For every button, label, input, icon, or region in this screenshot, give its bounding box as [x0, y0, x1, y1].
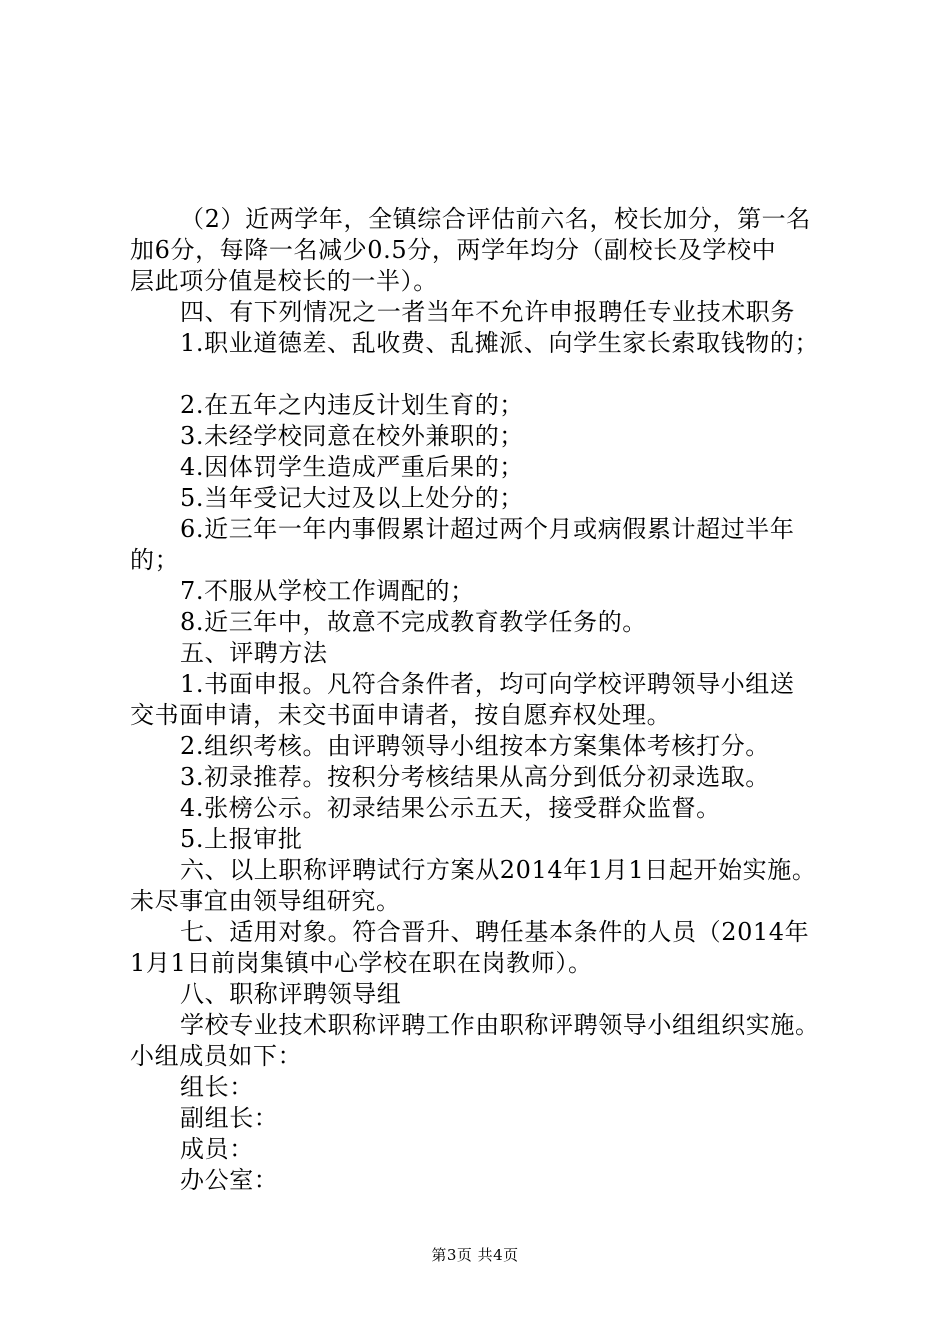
- list-item: 1.职业道德差、乱收费、乱摊派、向学生家长索取钱物的；: [180, 329, 820, 357]
- list-item: 1.书面申报。凡符合条件者，均可向学校评聘领导小组送: [180, 670, 795, 698]
- paragraph-line: 小组成员如下：: [130, 1042, 303, 1070]
- list-item: 7.不服从学校工作调配的；: [180, 577, 475, 605]
- member-label-leader: 组长：: [180, 1073, 254, 1101]
- section-heading-7: 七、适用对象。符合晋升、聘任基本条件的人员（2014年: [180, 918, 810, 946]
- list-item: 2.在五年之内违反计划生育的；: [180, 391, 524, 419]
- list-item: 3.未经学校同意在校外兼职的；: [180, 422, 524, 450]
- blank-line: [130, 359, 850, 390]
- list-item: 6.近三年一年内事假累计超过两个月或病假累计超过半年: [180, 515, 795, 543]
- page-footer: 第3页 共4页: [431, 1246, 519, 1264]
- paragraph-line: 加6分，每降一名减少0.5分，两学年均分（副校长及学校中: [130, 236, 777, 264]
- list-item: 5.当年受记大过及以上处分的；: [180, 484, 524, 512]
- section-heading-8: 八、职称评聘领导组: [180, 980, 402, 1008]
- list-item-continuation: 交书面申请，未交书面申请者，按自愿弃权处理。: [130, 701, 672, 729]
- list-item: 4.因体罚学生造成严重后果的；: [180, 453, 524, 481]
- list-item: 3.初录推荐。按积分考核结果从高分到低分初录选取。: [180, 763, 770, 791]
- paragraph-line: 学校专业技术职称评聘工作由职称评聘领导小组组织实施。: [180, 1011, 820, 1039]
- member-label-office: 办公室：: [180, 1166, 279, 1194]
- list-item: 4.张榜公示。初录结果公示五天，接受群众监督。: [180, 794, 721, 822]
- member-label-deputy: 副组长：: [180, 1104, 279, 1132]
- list-item-continuation: 的；: [130, 546, 180, 574]
- list-item: 2.组织考核。由评聘领导小组按本方案集体考核打分。: [180, 732, 770, 760]
- section-heading-6: 六、以上职称评聘试行方案从2014年1月1日起开始实施。: [180, 856, 817, 884]
- list-item: 8.近三年中，故意不完成教育教学任务的。: [180, 608, 647, 636]
- document-body: [130, 204, 850, 1196]
- paragraph-line: 层此项分值是校长的一半）。: [130, 267, 438, 295]
- paragraph-line: （2）近两学年，全镇综合评估前六名，校长加分，第一名: [180, 205, 811, 233]
- paragraph-line: 未尽事宜由领导组研究。: [130, 887, 401, 915]
- section-heading-4: 四、有下列情况之一者当年不允许申报聘任专业技术职务: [180, 298, 795, 326]
- section-heading-5: 五、评聘方法: [180, 639, 328, 667]
- list-item: 5.上报审批: [180, 825, 303, 853]
- member-label-members: 成员：: [180, 1135, 254, 1163]
- paragraph-line: 1月1日前岗集镇中心学校在职在岗教师）。: [130, 949, 593, 977]
